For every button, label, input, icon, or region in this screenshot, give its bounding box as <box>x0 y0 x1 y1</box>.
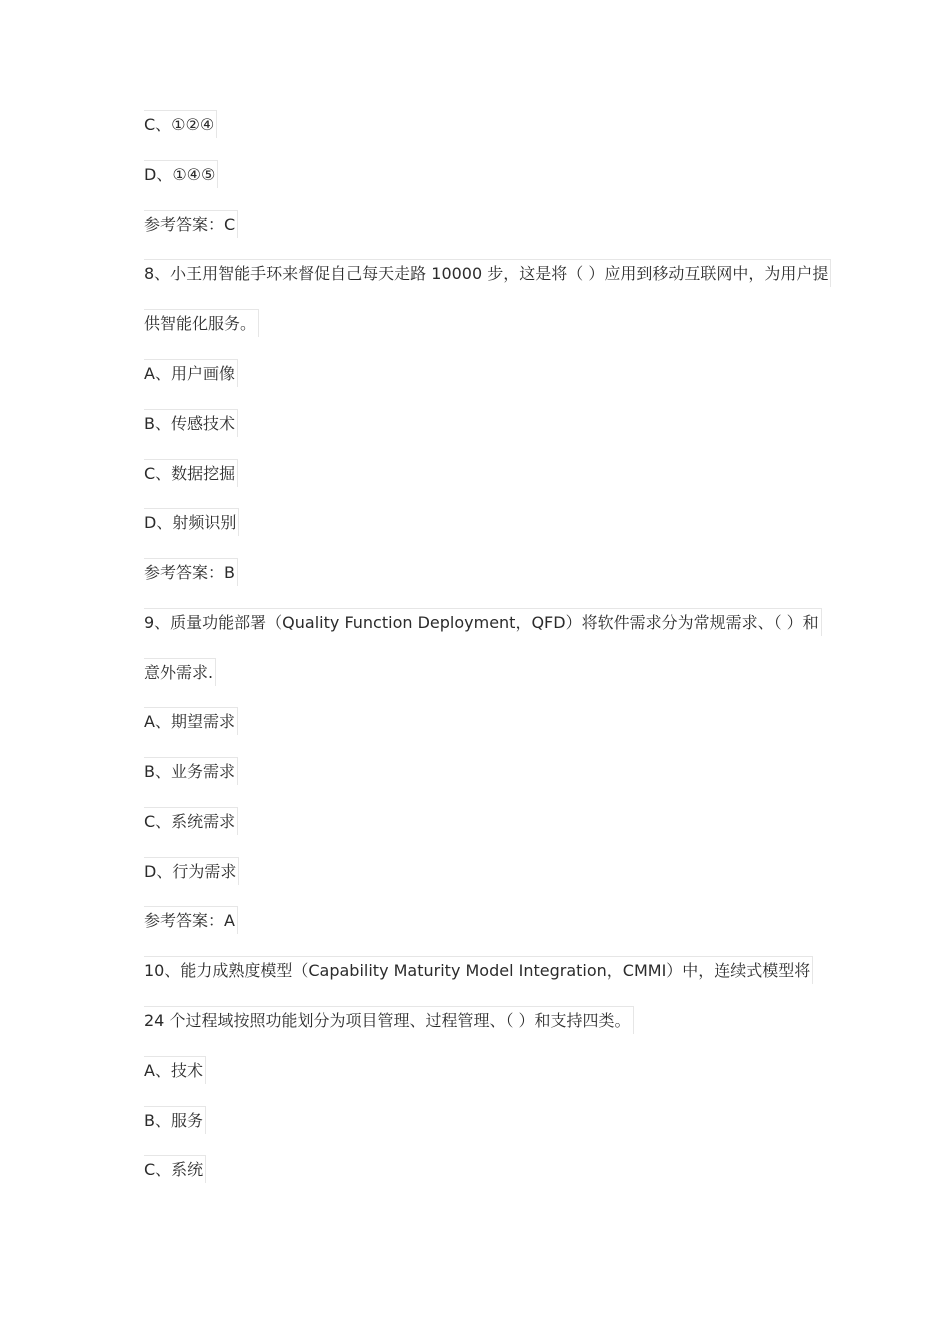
option-c-q8: C、数据挖掘 <box>144 459 238 487</box>
question-8-line-1: 8、小王用智能手环来督促自己每天走路 10000 步，这是将（ ）应用到移动互联网中，为用户提 <box>144 259 831 287</box>
question-8-line-2: 供智能化服务。 <box>144 309 259 337</box>
option-b-q8: B、传感技术 <box>144 409 238 437</box>
option-c-q10: C、系统 <box>144 1155 206 1183</box>
question-9-line-2: 意外需求. <box>144 658 216 686</box>
answer-q7: 参考答案：C <box>144 210 238 238</box>
option-a-q9: A、期望需求 <box>144 707 238 735</box>
question-10-line-2: 24 个过程域按照功能划分为项目管理、过程管理、（ ）和支持四类。 <box>144 1006 634 1034</box>
option-a-q10: A、技术 <box>144 1056 206 1084</box>
answer-q9: 参考答案：A <box>144 906 238 934</box>
option-b-q9: B、业务需求 <box>144 757 238 785</box>
option-c-q9: C、系统需求 <box>144 807 238 835</box>
option-c-q7: C、①②④ <box>144 110 217 138</box>
answer-q8: 参考答案：B <box>144 558 238 586</box>
option-d-q7: D、①④⑤ <box>144 160 218 188</box>
question-10-line-1: 10、能力成熟度模型（Capability Maturity Model Integration，CMMI）中，连续式模型将 <box>144 956 813 984</box>
option-d-q8: D、射频识别 <box>144 508 239 536</box>
option-b-q10: B、服务 <box>144 1106 206 1134</box>
question-9-line-1: 9、质量功能部署（Quality Function Deployment，QFD）将软件需求分为常规需求、（ ）和 <box>144 608 822 636</box>
option-d-q9: D、行为需求 <box>144 857 239 885</box>
option-a-q8: A、用户画像 <box>144 359 238 387</box>
